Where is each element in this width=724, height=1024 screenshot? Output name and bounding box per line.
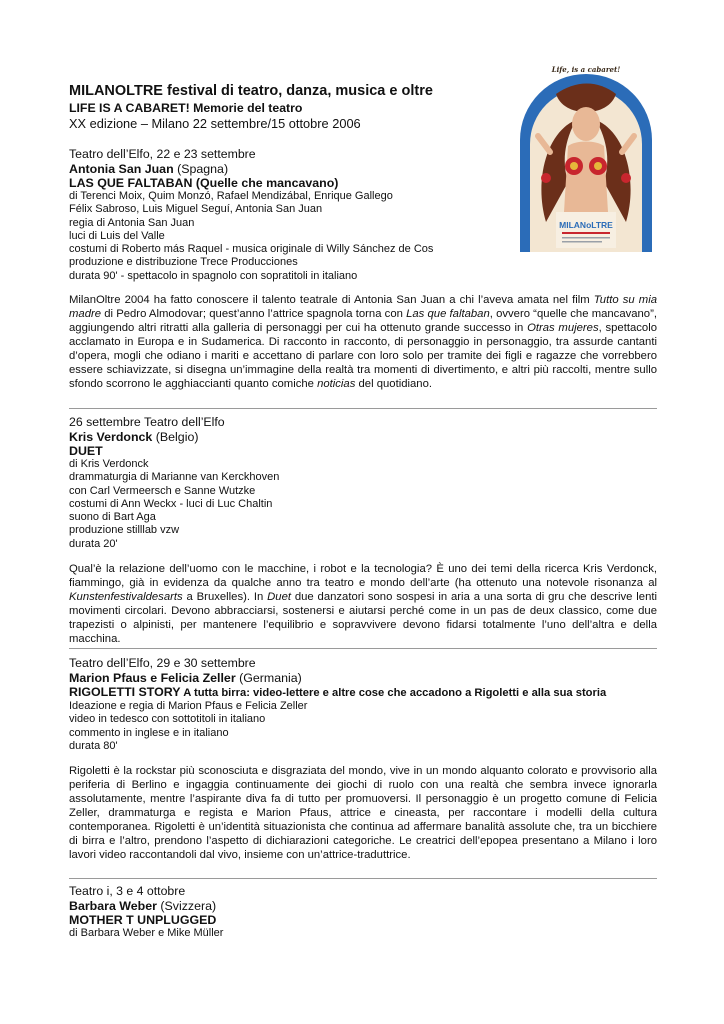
event-credit: di Barbara Weber e Mike Müller xyxy=(69,927,224,939)
festival-edition: XX edizione – Milano 22 settembre/15 ottobre 2006 xyxy=(69,116,361,131)
event-credit: con Carl Vermeersch e Sanne Wutzke xyxy=(69,484,256,497)
section-divider xyxy=(69,408,657,409)
event-credit: produzione e distribuzione Trece Producciones xyxy=(69,256,298,269)
event-artist-line xyxy=(69,899,657,913)
event-credit: produzione stilllab vzw xyxy=(69,524,180,537)
event-venue: 26 settembre Teatro dell’Elfo xyxy=(69,415,225,429)
event-description-2: Qual’è la relazione dell’uomo con le macchine, i robot e la tecnologia? È uno dei temi della ricerca Kris Verdonck, fiammingo, già in evidenza da qualche anno tra teatro e mondo dell’arte (ha ottenuto una notevole risonanza al Kunstenfestivaldesarts a Bruxelles). In Duet due danzatori sono sospesi in aria a una sorta di gru che descrive lenti movimenti circolari. Devono abbracciarsi, sostenersi e aiutarsi perché come in un pas de deux classico, come due trapezisti o alpinisti, per mantenere l’equilibrio e sopravvivere devono fidarsi totalmente l’uno dell’altra e della macchina. xyxy=(69,563,658,645)
event-country: (Belgio) xyxy=(152,430,199,444)
event-credit: Félix Sabroso, Luis Miguel Seguí, Antonia San Juan xyxy=(69,203,323,216)
event-credit: suono di Bart Aga xyxy=(69,511,156,524)
event-artist: Kris Verdonck xyxy=(69,430,153,444)
event-show-title: MOTHER T UNPLUGGED xyxy=(69,913,217,927)
festival-subtitle: LIFE IS A CABARET! Memorie del teatro xyxy=(69,101,303,115)
event-credit: commento in inglese e in italiano xyxy=(69,726,229,739)
event-show-title: LAS QUE FALTABAN (Quelle che mancavano) xyxy=(69,176,339,190)
event-section-4 xyxy=(69,884,657,940)
event-section-2 xyxy=(69,415,657,551)
event-country: (Svizzera) xyxy=(156,899,217,913)
event-artist: Barbara Weber xyxy=(69,899,157,913)
event-credit: durata 20' xyxy=(69,537,118,550)
poster-top-text: Life, is a cabaret! xyxy=(551,65,621,74)
festival-tagline: festival di teatro, danza, musica e oltre xyxy=(162,83,433,99)
event-description-3: Rigoletti è la rockstar più sconosciuta e disgraziata del mondo, vive in un mondo alquanto colorato e provvisorio alla periferia di Berlino e ingaggia continuamente dei giochi di ruolo con una realtà che sembra invece ignorarla assolutamente, mentre l’aspirante diva fa di tutto per promuoversi. Il personaggio è un progetto comune di Felicia Zeller, drammaturga e regista e Marion Pfaus, attrice e cineasta, per raccontare i modelli della cultura contemporanea. Rigoletti è un’identità situazionista che continua ad affermare banalità assolute che, tra un bicchiere di birra e l’altro, prendono l’aspetto di dichiarazioni categoriche. Le creatrici dell’epopea presentano a Milano i loro lavori video raccontandoli dal vivo, insieme con un’attrice-traduttrice. xyxy=(69,765,657,861)
event-show-title-line xyxy=(69,685,657,700)
event-credit: costumi di Ann Weckx - luci di Luc Chaltin xyxy=(69,497,273,510)
section-divider xyxy=(69,878,657,879)
event-credit: di Kris Verdonck xyxy=(69,458,149,470)
event-credit: durata 90' - spettacolo in spagnolo con sopratitoli in italiano xyxy=(69,269,358,282)
festival-title xyxy=(69,82,509,100)
event-credit: drammaturgia di Marianne van Kerckhoven xyxy=(69,471,280,484)
event-artist-line xyxy=(69,671,657,685)
event-credit: video in tedesco con sottotitoli in italiano xyxy=(69,713,266,726)
event-artist: Antonia San Juan xyxy=(69,162,174,176)
event-section-1 xyxy=(69,147,657,283)
event-venue: Teatro i, 3 e 4 ottobre xyxy=(69,884,186,898)
festival-name: MILANOLTRE xyxy=(69,83,163,99)
event-credit: di Terenci Moix, Quim Monzó, Rafael Mendizábal, Enrique Gallego xyxy=(69,190,393,202)
event-country: (Germania) xyxy=(235,671,302,685)
poster-logo: MILANoLTRE xyxy=(559,220,613,230)
event-section-3 xyxy=(69,656,657,753)
event-show-title: DUET xyxy=(69,444,103,458)
event-description-1: MilanOltre 2004 ha fatto conoscere il talento teatrale di Antonia San Juan a chi l’aveva amata nel film Tutto su mia madre di Pedro Almodovar; quest’anno l’attrice spagnola torna con Las que faltaban, ovvero “quelle che mancavano”, aggiungendo altri ritratti alla galleria di personaggi per cui ha ottenuto grande successo in Otras mujeres, spettacolo acclamato in Europa e in Sudamerica. Di racconto in racconto, di personaggio in personaggio, tra assurde cantanti d’opera, mogli che odiano i mariti e accettano di parlare con loro solo per tramite dei figli e ragazze che vorrebbero essere schiavizzate, si disegna un’immagine della realtà tra momenti di divertimento, e altri più raccolti, mentre sullo sfondo scorrono le agghiaccianti quanto comiche noticias del quotidiano. xyxy=(69,294,658,390)
event-credit: Ideazione e regia di Marion Pfaus e Felicia Zeller xyxy=(69,700,308,712)
event-artist: Marion Pfaus e Felicia Zeller xyxy=(69,671,236,685)
event-country: (Spagna) xyxy=(173,162,229,176)
event-credit: durata 80' xyxy=(69,739,118,752)
event-artist-line xyxy=(69,162,657,176)
event-credit: costumi di Roberto más Raquel - musica originale di Willy Sánchez de Cos xyxy=(69,243,434,256)
event-credit: luci di Luis del Valle xyxy=(69,229,165,242)
event-venue: Teatro dell’Elfo, 22 e 23 settembre xyxy=(69,147,256,161)
event-show-subtitle: A tutta birra: video-lettere e altre cose che accadono a Rigoletti e alla sua storia xyxy=(180,687,607,699)
event-show-title: RIGOLETTI STORY xyxy=(69,685,181,699)
section-divider xyxy=(69,648,657,649)
event-credit: regia di Antonia San Juan xyxy=(69,216,195,229)
festival-header xyxy=(69,82,509,131)
event-artist-line xyxy=(69,430,657,444)
event-venue: Teatro dell’Elfo, 29 e 30 settembre xyxy=(69,656,256,670)
